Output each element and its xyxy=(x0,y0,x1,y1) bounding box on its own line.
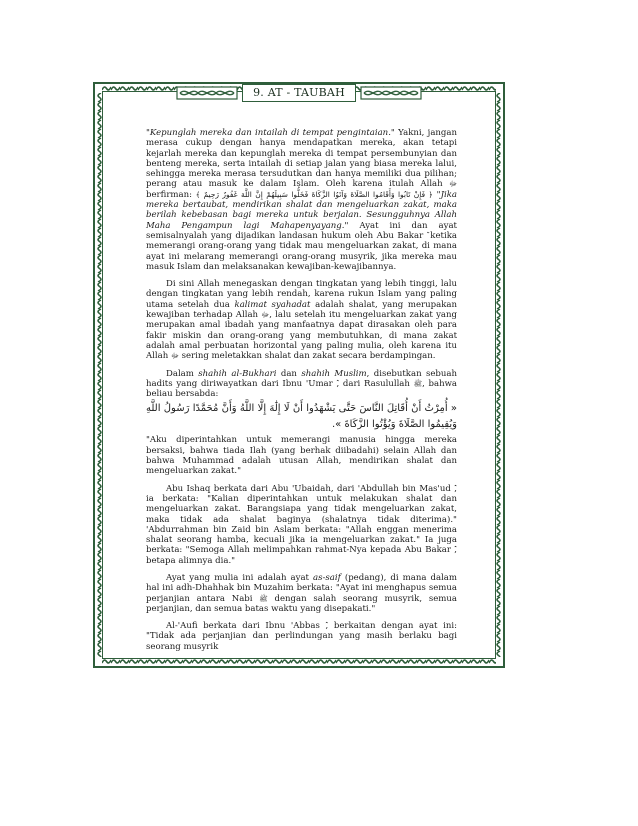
saw-honorific-icon: ﷺ xyxy=(259,594,268,603)
paragraph-6: Al-'Aufi berkata dari Ibnu 'Abbas , berkaitan dengan ayat ini: "Tidak ada perjanjian dan perlindungan yang masih berlaku bagi seorang musyrik xyxy=(146,621,458,652)
verse-translation: "Jika mereka bertaubat, mendirikan shalat dan mengeluarkan zakat, maka berilah kebebasan bagi mereka untuk berjalan. Sesungguhnya Allah Maha Pengampun lagi Mahapenyayang." xyxy=(146,189,458,231)
paragraph-2: Di sini Allah menegaskan dengan tingkatan yang lebih tinggi, lalu dengan tingkatan yang lebih rendah, karena rukun Islam yang paling utama setelah dua kalimat syahadat adalah shalat, yang merupakan kewajiban terhadap Allah ﷻ, lalu setelah itu mengeluarkan zakat yang merupakan amal ibadah yang manfaatnya dapat dirasakan oleh para fakir miskin dan orang-orang yang membutuhkan, di mana zakat adalah amal perbuatan horizontal yang paling mulia, oleh karena itu Allah ﷻ sering meletakkan shalat dan zakat secara berdampingan. xyxy=(146,279,457,362)
border-band-right xyxy=(494,93,503,657)
border-pattern-left xyxy=(95,93,104,657)
knot-ornament-right-icon xyxy=(360,86,422,100)
hadith-translation: "Aku diperintahkan untuk memerangi manusia hingga mereka bersaksi, bahwa tiada Ilah (yang berhak diibadahi) selain Allah dan bahwa Muhammad adalah utusan Allah, mendirikan shalat dan mengeluarkan zakat." xyxy=(146,435,457,477)
paragraph-3: Dalam shahih al-Bukhari dan shahih Muslim, disebutkan sebuah hadits yang diriwayatkan dari Ibnu 'Umar , dari Rasulullah ﷺ, bahwa beliau bersabda: xyxy=(146,368,458,400)
knot-ornament-left-icon xyxy=(176,86,238,100)
page-header xyxy=(104,84,494,102)
surah-title: 9. AT - TAUBAH xyxy=(242,84,356,102)
border-band-left xyxy=(95,93,104,657)
quran-verse-arabic: ﴿ فَإِنْ تَابُوا وَأَقَامُوا الصَّلَاةَ وَآتَوُا الزَّكَاةَ فَخَلُّوا سَبِيلَهُمْ إِنَّ اللَّهَ غَفُورٌ رَحِيمٌ ﴾ xyxy=(195,189,433,199)
paragraph-5: Ayat yang mulia ini adalah ayat as-saif (pedang), di mana dalam hal ini adh-Dhahhak bin Muzahim berkata: "Ayat ini menghapus semua perjanjian antara Nabi ﷺ dengan salah seorang musyrik, semua perjanjian, dan semua batas waktu yang disepakati." xyxy=(146,572,457,614)
paragraph-4: Abu Ishaq berkata dari Abu 'Ubaidah, dari 'Abdullah bin Mas'ud , ia berkata: "Kalian diperintahkan untuk melakukan shalat dan mengeluarkan zakat. Barangsiapa yang tidak mengeluarkan zakat, maka tidak ada shalat baginya (shalatnya tidak diterima)." 'Abdurrahman bin Zaid bin Aslam berkata: "Allah enggan menerima shalat seorang hamba, kecuali jika ia mengeluarkan zakat." Ia juga berkata: "Semoga Allah melimpahkan rahmat-Nya kepada Abu Bakar , betapa alimnya dia." xyxy=(146,483,457,566)
page-body xyxy=(146,128,457,652)
border-band-bottom xyxy=(102,657,496,666)
swt-honorific-icon: ﷻ xyxy=(170,352,179,361)
saw-honorific-icon: ﷺ xyxy=(413,379,423,388)
paragraph-1: "Kepunglah mereka dan intailah di tempat pengintaian." Yakni, jangan merasa cukup dengan hanya mendapatkan mereka, akan tetapi kejarlah mereka dan kepunglah mereka di tempat persembunyian dan benteng mereka, serta intailah di setiap jalan yang biasa mereka lalui, sehingga mereka merasa tersudutkan dan hanya memiliki dua pilihan; perang atau masuk ke dalam Islam. Oleh karena itulah Allah ﷻ berfirman: ﴿ فَإِنْ تَابُوا وَأَقَامُوا الصَّلَاةَ وَآتَوُا الزَّكَاةَ فَخَلُّوا سَبِيلَهُمْ إِنَّ اللَّهَ غَفُورٌ رَحِيمٌ ﴾ "Jika mereka bertaubat, mendirikan shalat dan mengeluarkan zakat, maka berilah kebebasan bagi mereka untuk berjalan. Sesungguhnya Allah Maha Pengampun lagi Mahapenyayang." Ayat ini dan ayat semisalnyalah yang dijadikan landasan hukum oleh Abu Bakar ketika memerangi orang-orang yang tidak mau mengeluarkan zakat, di mana ayat ini melarang memerangi orang-orang musyrik, jika mereka mau masuk Islam dan melaksanakan kewajiban-kewajibannya. xyxy=(146,128,458,272)
border-pattern-right xyxy=(494,93,503,657)
swt-honorific-icon: ﷻ xyxy=(449,180,457,189)
hadith-arabic: « أُمِرْتُ أَنْ أُقَاتِلَ النَّاسَ حَتَّى يَشْهَدُوا أَنْ لَا إِلَٰهَ إِلَّا اللَّهُ وَأَنَّ مُحَمَّدًا رَسُولُ اللَّهِ وَيُقِيمُوا الصَّلَاةَ وَيُؤْتُوا الزَّكَاةَ ». xyxy=(146,403,457,431)
quote-italic: "Kepunglah mereka dan intailah di tempat pengintaian." xyxy=(146,128,395,138)
border-pattern-bottom xyxy=(102,657,496,666)
swt-honorific-icon: ﷻ xyxy=(261,311,270,320)
